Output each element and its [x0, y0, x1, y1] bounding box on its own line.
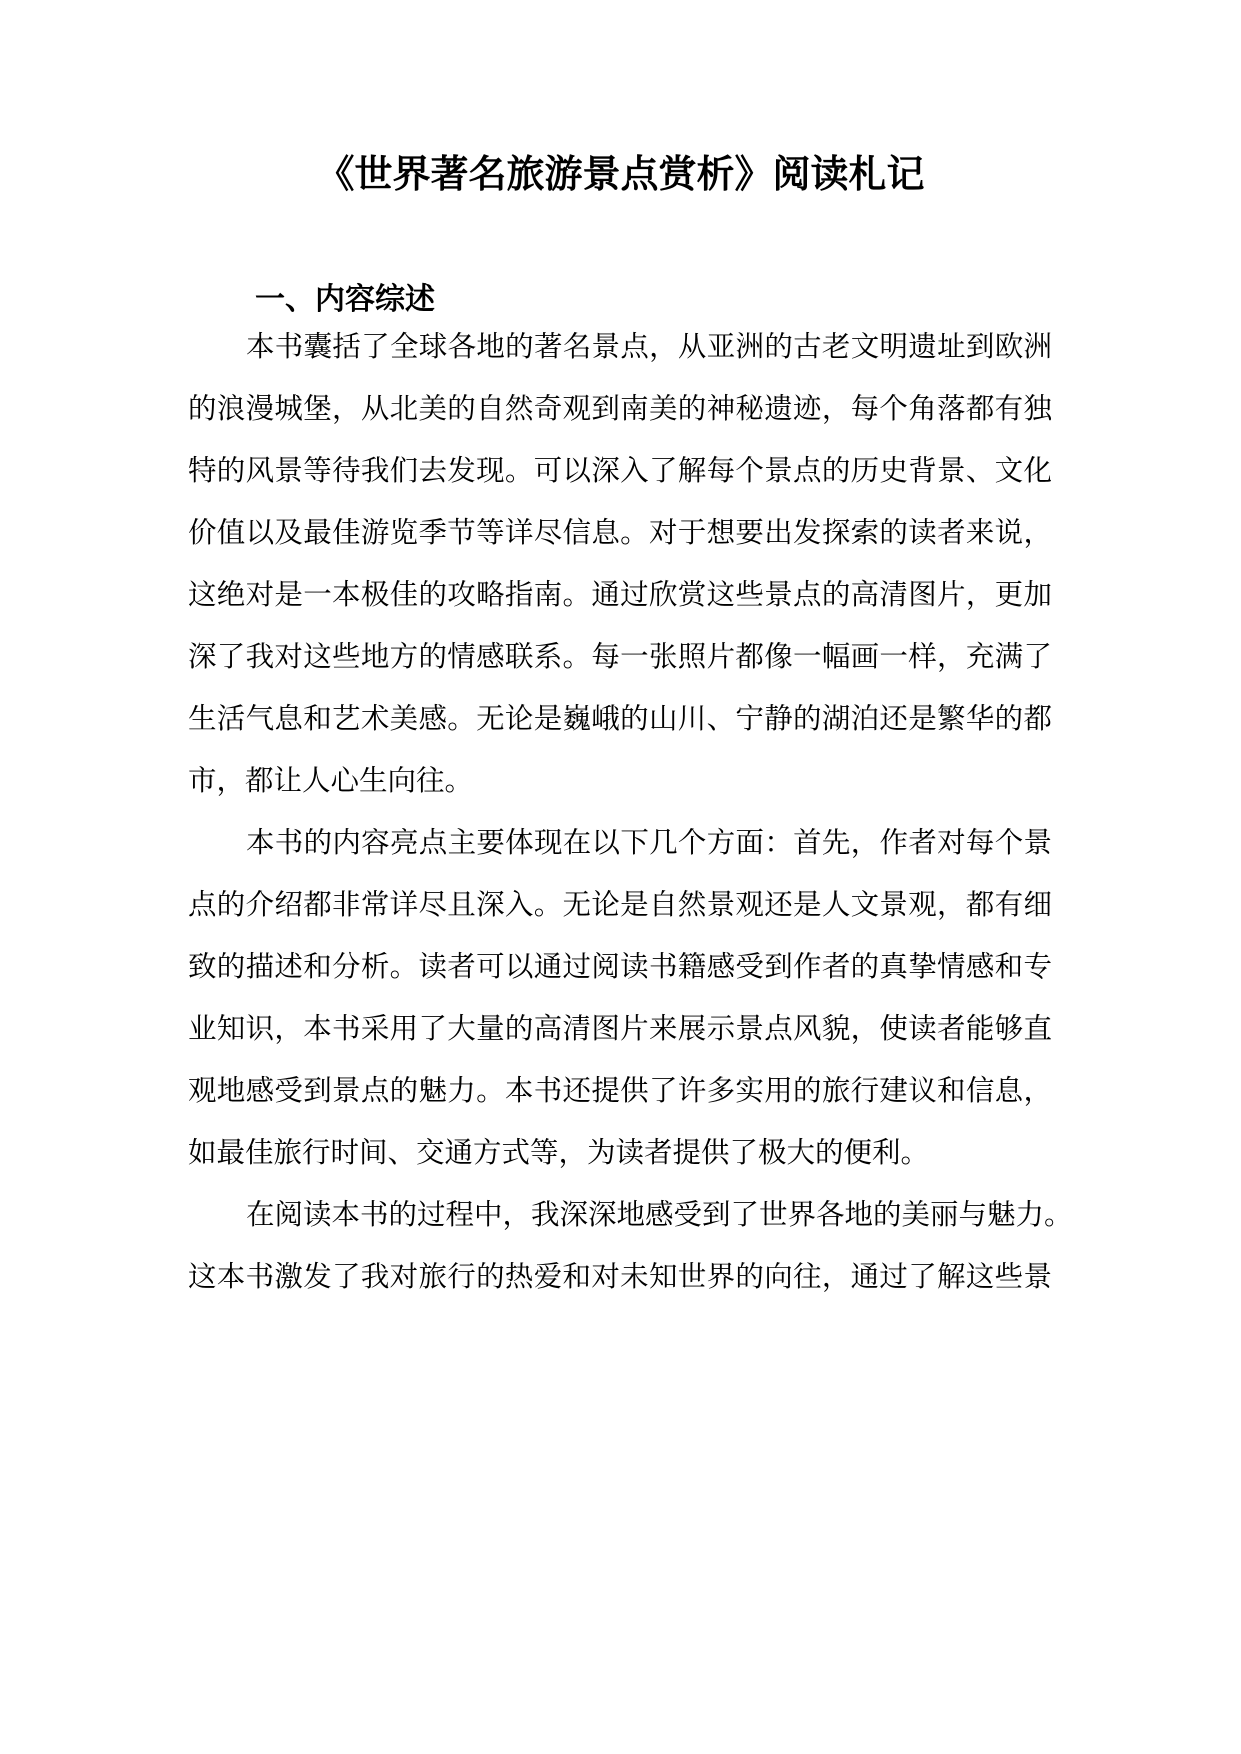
paragraph-1-line-1: 本书囊括了全球各地的著名景点，从亚洲的古老文明遗址到欧洲 — [246, 330, 1052, 363]
paragraph-1-line-8: 市，都让人心生向往。 — [188, 764, 474, 797]
paragraph-2-line-3: 致的描述和分析。读者可以通过阅读书籍感受到作者的真挚情感和专 — [188, 950, 1052, 983]
paragraph-1-line-4: 价值以及最佳游览季节等详尽信息。对于想要出发探索的读者来说， — [188, 516, 1052, 549]
paragraph-2-line-2: 点的介绍都非常详尽且深入。无论是自然景观还是人文景观，都有细 — [188, 888, 1052, 921]
paragraph-1-line-7: 生活气息和艺术美感。无论是巍峨的山川、宁静的湖泊还是繁华的都 — [188, 702, 1052, 735]
section-heading: 一、内容综述 — [255, 282, 435, 317]
paragraph-1-line-3: 特的风景等待我们去发现。可以深入了解每个景点的历史背景、文化 — [188, 454, 1052, 487]
paragraph-1-line-2: 的浪漫城堡，从北美的自然奇观到南美的神秘遗迹，每个角落都有独 — [188, 392, 1052, 425]
paragraph-2-line-1: 本书的内容亮点主要体现在以下几个方面：首先，作者对每个景 — [246, 826, 1052, 859]
paragraph-2-line-5: 观地感受到景点的魅力。本书还提供了许多实用的旅行建议和信息， — [188, 1074, 1052, 1107]
paragraph-2-line-6: 如最佳旅行时间、交通方式等，为读者提供了极大的便利。 — [188, 1136, 930, 1169]
paragraph-2-line-4: 业知识，本书采用了大量的高清图片来展示景点风貌，使读者能够直 — [188, 1012, 1052, 1045]
paragraph-3-line-1: 在阅读本书的过程中，我深深地感受到了世界各地的美丽与魅力。 — [246, 1198, 1073, 1231]
paragraph-1-line-6: 深了我对这些地方的情感联系。每一张照片都像一幅画一样，充满了 — [188, 640, 1052, 673]
paragraph-3-line-2: 这本书激发了我对旅行的热爱和对未知世界的向往，通过了解这些景 — [188, 1260, 1052, 1293]
document-title: 《世界著名旅游景点赏析》阅读札记 — [316, 152, 925, 196]
paragraph-1-line-5: 这绝对是一本极佳的攻略指南。通过欣赏这些景点的高清图片，更加 — [188, 578, 1052, 611]
